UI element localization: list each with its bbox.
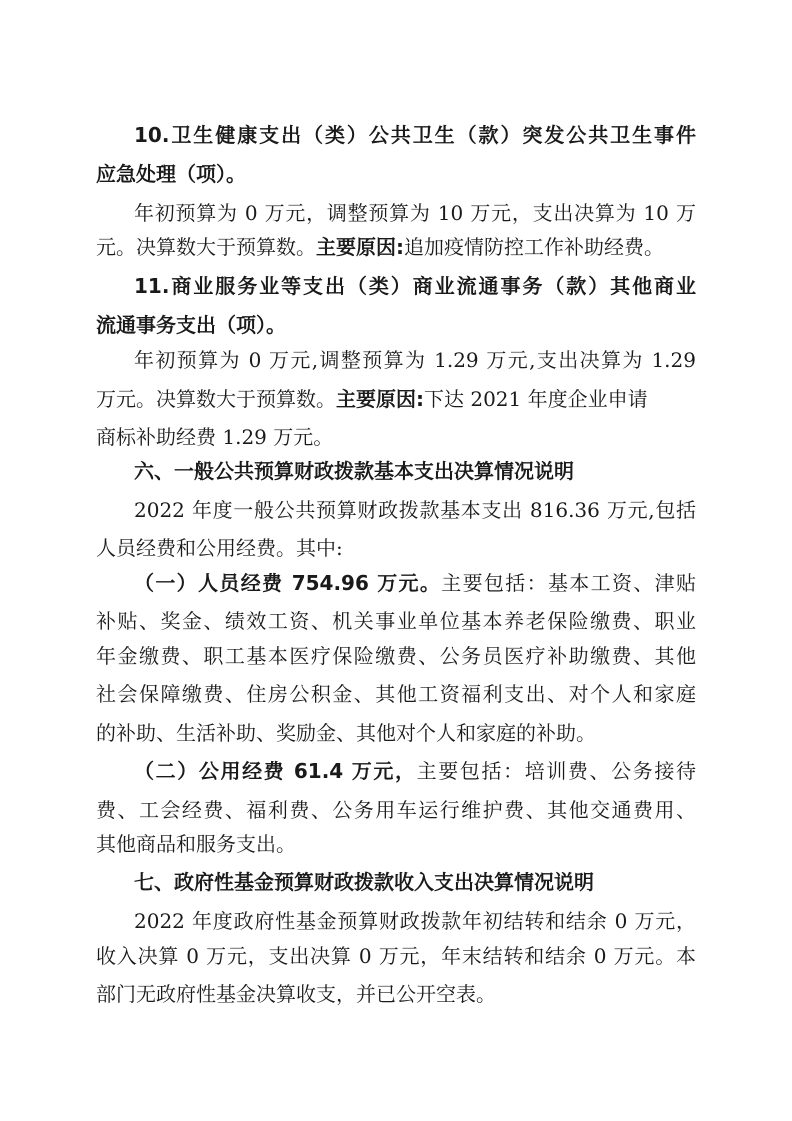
item-11-para-line1: 年初预算为 0 万元,调整预算为 1.29 万元,支出决算为 1.29 [134, 348, 696, 372]
section-6-para-line2: 人员经费和公用经费。其中: [96, 536, 343, 560]
item-10-para-text: 元。决算数大于预算数。 [96, 235, 316, 259]
item-11-para-text: 万元。决算数大于预算数。 [96, 387, 336, 411]
item-11-reason-text: 下达 2021 年度企业申请 [424, 387, 648, 411]
personnel-expense-line2: 补贴、奖金、绩效工资、机关事业单位基本养老保险缴费、职业 [96, 609, 696, 633]
item-10-para-line2 [96, 233, 664, 261]
item-11-title-line1: 11.商业服务业等支出（类）商业流通事务（款）其他商业 [134, 274, 696, 298]
section-6-heading: 六、一般公共预算财政拨款基本支出决算情况说明 [134, 459, 574, 483]
item-10-reason-label: 主要原因: [316, 235, 404, 259]
section-6-para-line1: 2022 年度一般公共预算财政拨款基本支出 816.36 万元,包括 [134, 498, 696, 522]
public-expense-text: 主要包括：培训费、公务接待 [416, 759, 696, 783]
item-11-title-line2: 流通事务支出（项）。 [96, 313, 286, 337]
public-expense-line3: 其他商品和服务支出。 [96, 832, 296, 856]
public-expense-line1 [134, 757, 696, 785]
item-11-para-line3: 商标补助经费 1.29 万元。 [96, 425, 334, 449]
item-10-reason-text: 追加疫情防控工作补助经费。 [404, 235, 664, 259]
item-10-title-line1: 10.卫生健康支出（类）公共卫生（款）突发公共卫生事件 [134, 123, 696, 147]
item-11-para-line2 [96, 385, 648, 413]
personnel-expense-text: 主要包括：基本工资、津贴 [441, 571, 697, 595]
item-11-reason-label: 主要原因: [336, 387, 424, 411]
section-7-para-line3: 部门无政府性基金决算收支，并已公开空表。 [96, 982, 496, 1006]
personnel-expense-line1 [134, 569, 696, 597]
public-expense-line2: 费、工会经费、福利费、公务用车运行维护费、其他交通费用、 [96, 798, 696, 822]
public-expense-lead: （二）公用经费 61.4 万元， [134, 759, 417, 783]
personnel-expense-lead: （一）人员经费 754.96 万元。 [134, 571, 442, 595]
section-7-para-line1: 2022 年度政府性基金预算财政拨款年初结转和结余 0 万元， [134, 909, 696, 933]
section-7-heading: 七、政府性基金预算财政拨款收入支出决算情况说明 [134, 870, 594, 894]
item-10-title-line2: 应急处理（项）。 [96, 162, 246, 186]
item-10-para-line1: 年初预算为 0 万元，调整预算为 10 万元，支出决算为 10 万 [134, 201, 696, 225]
personnel-expense-line4: 社会保障缴费、住房公积金、其他工资福利支出、对个人和家庭 [96, 682, 696, 706]
personnel-expense-line5: 的补助、生活补助、奖励金、其他对个人和家庭的补助。 [96, 721, 596, 745]
section-7-para-line2: 收入决算 0 万元，支出决算 0 万元，年末结转和结余 0 万元。本 [96, 944, 696, 968]
personnel-expense-line3: 年金缴费、职工基本医疗保险缴费、公务员医疗补助缴费、其他 [96, 644, 696, 668]
